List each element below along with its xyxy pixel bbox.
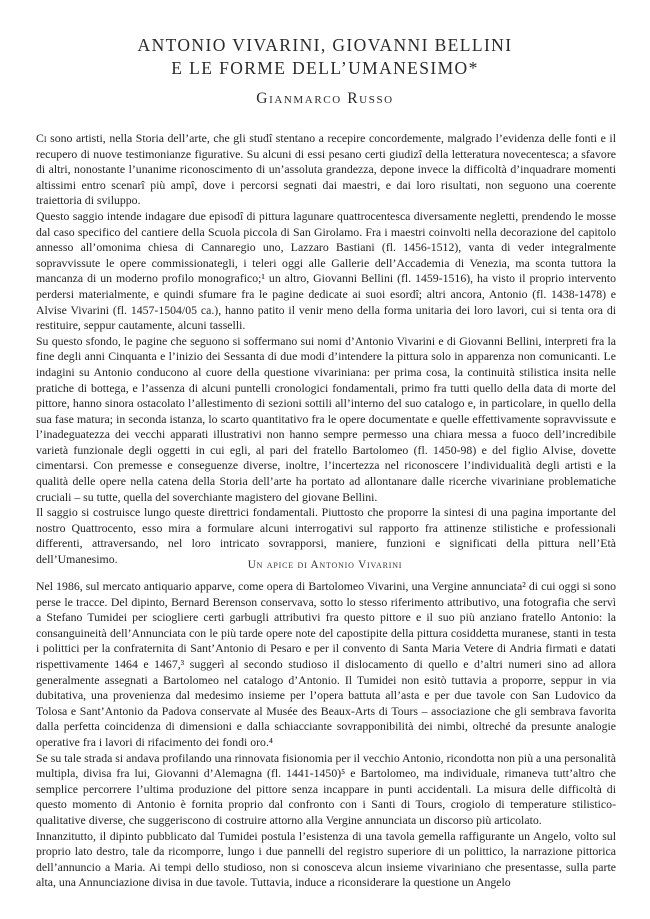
intro-paragraph-1-text: sono artisti, nella Storia dell’arte, che gli studî stentano a recepire concordemente, malgrado l’evidenza delle fonti e il recupero di nuove testimonianze figurative. Su alcuni di essi pesano certi giudizî della letteratura novecentesca; a sfavore di altri, nonostante l’unanime riconoscimento di un’assoluta grandezza, depone invece la difficoltà d’inquadrare momenti altissimi entro scenarî più ampî, dove i percorsi segnati dai maestri, e dai loro risultati, non seguono una coerente traiettoria di sviluppo. — [36, 131, 616, 208]
intro-paragraph-2: Questo saggio intende indagare due episodî di pittura lagunare quattrocentesca diversamente negletti, prendendo le mosse dal caso specifico del cantiere della Scuola piccola di San Girolamo. Fra i maestri coinvolti nella decorazione del capitolo annesso all’omonima chiesa di Cannaregio uno, Lazzaro Bastiani (fl. 1456-1512), vanta di veder integralmente sopravvissute le opere commissionategli, i teleri oggi alle Gallerie dell’Accademia di Venezia, ma sconta tuttora la mancanza di un moderno profilo monografico;¹ un altro, Giovanni Bellini (fl. 1459-1516), ha visto il proprio intervento perdersi materialmente, e quindi sfumare fra le pagine dedicate ai suoi esordî; altri ancora, Antonio (fl. 1438-1478) e Alvise Vivarini (fl. 1457-1504/05 ca.), hanno patito il venir meno della forma unitaria dei loro lavori, cui si tenta ora di restituire, seppur cautamente, alcuni tasselli. — [36, 208, 616, 333]
intro-paragraph-3: Su questo sfondo, le pagine che seguono si soffermano sui nomi d’Antonio Vivarini e di Giovanni Bellini, interpreti fra la fine degli anni Cinquanta e l’inizio dei Sessanta di due modi d’intendere la pittura solo in apparenza non comunicanti. Le indagini su Antonio conducono al cuore della questione vivariniana: per prima cosa, la continuità stilistica insita nelle pratiche di bottega, e l’assenza di alcuni puntelli cronologici fondamentali, primo fra tutti quello della data di morte del pittore, hanno sinora ostacolato l’allestimento di sezioni sottili all’interno del suo catalogo e, in particolare, in quello della sua fase matura; in seconda istanza, lo scarto quantitativo fra le opere documentate e quelle effettivamente sopravvissute e l’inadeguatezza dei vecchi apparati illustrativi non hanno sempre permesso una chiara messa a fuoco dell’incredibile varietà funzionale degli oggetti in cui egli, al pari del fratello Bartolomeo (fl. 1450-98) e del figlio Alvise, dovette cimentarsi. Con premesse e conseguenze diverse, inoltre, l’incertezza nel riconoscere l’individualità degli artisti e la qualità delle opere nella catena della Storia dell’arte ha portato ad allontanare dalle ricerche vivariniane problematiche cruciali – su tutte, quella del soverchiante magistero del giovane Bellini. — [36, 333, 616, 504]
article-title-line-2: E LE FORME DELL’UMANESIMO* — [171, 58, 479, 78]
section-paragraph-1: Nel 1986, sul mercato antiquario apparve, come opera di Bartolomeo Vivarini, una Vergine annunciata² di cui oggi si sono perse le tracce. Del dipinto, Bernard Berenson conservava, sotto lo stesso riferimento attributivo, una fotografia che servì a Stefano Tumidei per sciogliere certi garbugli attributivi fra questo pittore e il suo più anziano fratello Antonio: la consanguineità dell’Annunciata con le più tarde opere note del capostipite della pittura cosiddetta muranese, stanti in testa i polittici per la confraternita di Sant’Antonio di Pesaro e per il convento di Santa Maria Vetere di Andria firmati e datati rispettivamente 1464 e 1467,³ suggerì al secondo studioso il dislocamento di quello e d’altri numeri sino ad allora generalmente assegnati a Bartolomeo nel catalogo d’Antonio. Il Tumidei non esitò tuttavia a proporre, seppur in via dubitativa, una provenienza dal medesimo insieme per l’opera battuta all’asta e per due tavole con San Ludovico da Tolosa e Sant’Antonio da Padova conservate al Musée des Beaux-Arts di Tours – associazione che gli sembrava favorita dalla perfetta coincidenza di dimensioni e dalla schiacciante sovrapponibilità dei nimbi, oltreché da presunte analogie operative fra i lavori di rifacimento dei fondi oro.⁴ — [36, 579, 616, 749]
article-author: Gianmarco Russo — [256, 90, 394, 107]
article-title — [0, 34, 650, 80]
section-heading: Un apice di Antonio Vivarini — [247, 559, 403, 571]
intro-text — [36, 131, 616, 568]
intro-paragraph-4: Il saggio si costruisce lungo queste direttrici fondamentali. Piuttosto che proporre la sintesi di una pagina importante del nostro Quattrocento, esso mira a formulare alcuni interrogativi sul rapporto fra attinenze stilistiche e professionali differenti, attraversando, nel loro intricato sovrapporsi, maniere, funzioni e significati della pittura nell’Età dell’Umanesimo. — [36, 505, 616, 567]
intro-paragraph-1 — [36, 131, 616, 209]
intro-lead-word: Ci — [36, 131, 47, 145]
section-paragraph-3: Innanzitutto, il dipinto pubblicato dal Tumidei postula l’esistenza di una tavola gemella raffigurante un Angelo, volto sul proprio lato destro, tale da ricomporre, lungo i due pannelli del registro superiore di un polittico, la narrazione pittorica dell’annuncio a Maria. Ai tempi dello studioso, non si conosceva alcun insieme vivariniano che presentasse, sulla parte alta, una Annunciazione divisa in due tavole. Tuttavia, induce a riconsiderare la questione un Angelo — [36, 828, 616, 890]
section-paragraph-2: Se su tale strada si andava profilando una rinnovata fisionomia per il vecchio Antonio, ricondotta non più a una personalità multipla, divisa fra lui, Giovanni d’Alemagna (fl. 1441-1450)⁵ e Bartolomeo, ma individuale, rimaneva tutt’altro che semplice percorrere l’ultima produzione del pittore senza incappare in punti accidentali. La misura delle difficoltà di questo momento di Antonio è fornita proprio dal confronto con i Santi di Tours, crogiolo di temperature stilistico-qualitative diverse, che suggeriscono di costruire attorno alla Vergine annunciata un discorso più articolato. — [36, 750, 616, 827]
article-title-line-1: ANTONIO VIVARINI, GIOVANNI BELLINI — [137, 35, 513, 55]
section-text — [36, 579, 616, 891]
